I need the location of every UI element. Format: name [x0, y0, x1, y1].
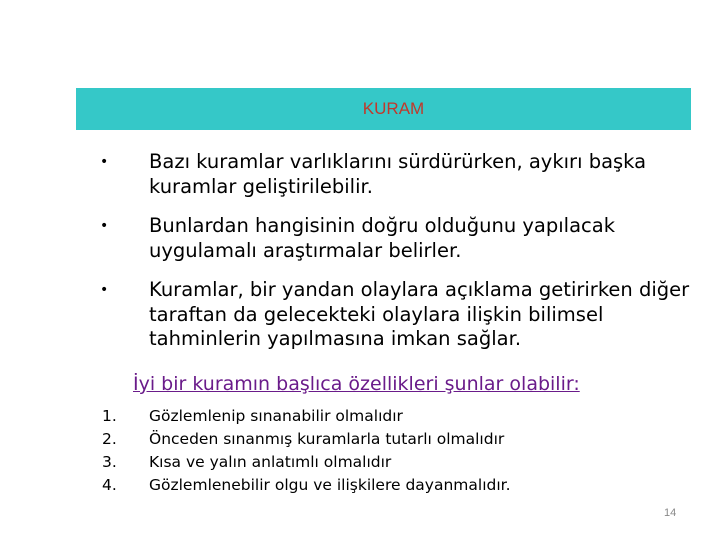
list-item-text: Gözlemlenebilir olgu ve ilişkilere dayanmalıdır.	[149, 476, 511, 494]
bullet-marker: •	[100, 154, 109, 170]
list-item-number: 2.	[102, 430, 117, 448]
list-item	[0, 405, 720, 428]
list-item-text: Önceden sınanmış kuramlarla tutarlı olmalıdır	[149, 430, 505, 448]
list-item-number: 1.	[102, 407, 117, 425]
bullet-text: Kuramlar, bir yandan olaylara açıklama getirirken diğer taraftan da gelecekteki olaylara ilişkin bilimsel tahminlerin yapılmasına imkan sağlar.	[149, 278, 690, 350]
page-number: 14	[664, 507, 677, 519]
list-item-number: 4.	[102, 476, 117, 494]
bullet-marker: •	[100, 282, 109, 298]
bullet-text: Bunlardan hangisinin doğru olduğunu yapılacak uygulamalı araştırmalar belirler.	[149, 214, 616, 262]
list-item	[0, 451, 720, 474]
features-subheading: İyi bir kuramın başlıca özellikleri şunlar olabilir:	[133, 373, 580, 395]
list-item	[0, 474, 720, 497]
list-item	[0, 428, 720, 451]
slide-title: KURAM	[362, 99, 425, 118]
list-item-number: 3.	[102, 453, 117, 471]
title-bar	[76, 88, 691, 130]
list-item-text: Gözlemlenip sınanabilir olmalıdır	[149, 407, 403, 425]
bullet-text: Bazı kuramlar varlıklarını sürdürürken, aykırı başka kuramlar geliştirilebilir.	[149, 150, 647, 198]
features-list	[0, 405, 720, 497]
list-item-text: Kısa ve yalın anlatımlı olmalıdır	[149, 453, 392, 471]
bullet-marker: •	[100, 218, 109, 234]
